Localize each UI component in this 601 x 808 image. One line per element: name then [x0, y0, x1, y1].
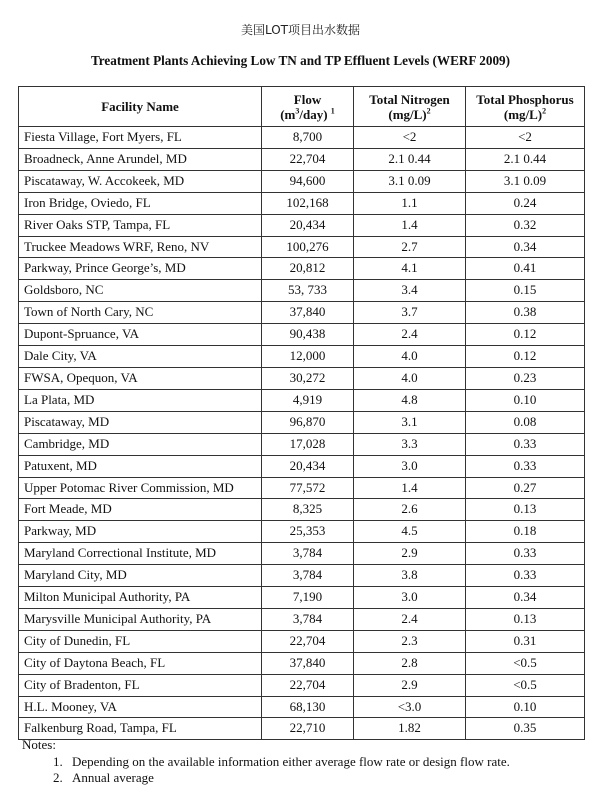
facility-cell: Goldsboro, NC — [19, 280, 262, 302]
nitrogen-cell: 1.4 — [354, 214, 466, 236]
effluent-table — [18, 86, 585, 740]
facility-cell: FWSA, Opequon, VA — [19, 367, 262, 389]
phosphorus-cell: 0.15 — [466, 280, 585, 302]
facility-cell: Town of North Cary, NC — [19, 302, 262, 324]
phosphorus-cell: 0.31 — [466, 630, 585, 652]
phosphorus-cell: 0.10 — [466, 696, 585, 718]
table-row — [19, 696, 585, 718]
phosphorus-cell: 0.32 — [466, 214, 585, 236]
flow-cell: 102,168 — [262, 192, 354, 214]
table-row — [19, 346, 585, 368]
phosphorus-cell: 0.34 — [466, 587, 585, 609]
header-total-phosphorus: Total Phosphorus $(mg/L)^2$ — [466, 87, 585, 127]
flow-cell: 68,130 — [262, 696, 354, 718]
flow-cell: 20,812 — [262, 258, 354, 280]
flow-cell: 17,028 — [262, 433, 354, 455]
table-row — [19, 258, 585, 280]
nitrogen-cell: 2.4 — [354, 324, 466, 346]
nitrogen-cell: 4.0 — [354, 346, 466, 368]
phosphorus-cell: 0.13 — [466, 608, 585, 630]
note-item: 1. Depending on the available information either average flow rate or design flow rate. — [66, 754, 592, 771]
flow-cell: 20,434 — [262, 455, 354, 477]
flow-cell: 77,572 — [262, 477, 354, 499]
nitrogen-cell: 2.9 — [354, 543, 466, 565]
table-row — [19, 652, 585, 674]
table-row — [19, 499, 585, 521]
flow-cell: 22,704 — [262, 674, 354, 696]
nitrogen-cell: 3.7 — [354, 302, 466, 324]
phosphorus-cell: <0.5 — [466, 652, 585, 674]
phosphorus-cell: 0.27 — [466, 477, 585, 499]
table-row — [19, 630, 585, 652]
facility-cell: Broadneck, Anne Arundel, MD — [19, 148, 262, 170]
nitrogen-cell: 2.4 — [354, 608, 466, 630]
nitrogen-cell: 3.1 0.09 — [354, 170, 466, 192]
header-total-nitrogen: Total Nitrogen $(mg/L)^2$ — [354, 87, 466, 127]
facility-cell: City of Daytona Beach, FL — [19, 652, 262, 674]
nitrogen-cell: 2.8 — [354, 652, 466, 674]
table-row — [19, 587, 585, 609]
table-row — [19, 214, 585, 236]
nitrogen-cell: 2.7 — [354, 236, 466, 258]
nitrogen-cell: 2.9 — [354, 674, 466, 696]
flow-cell: 25,353 — [262, 521, 354, 543]
nitrogen-cell: 3.0 — [354, 587, 466, 609]
flow-cell: 22,704 — [262, 148, 354, 170]
nitrogen-cell: 1.1 — [354, 192, 466, 214]
facility-cell: River Oaks STP, Tampa, FL — [19, 214, 262, 236]
table-row — [19, 367, 585, 389]
notes-list — [22, 754, 592, 787]
flow-cell: 22,710 — [262, 718, 354, 740]
phosphorus-cell: 0.33 — [466, 433, 585, 455]
flow-cell: 90,438 — [262, 324, 354, 346]
phosphorus-cell: 0.18 — [466, 521, 585, 543]
header-flow: Flow $(m^3/day)$ $^1$ — [262, 87, 354, 127]
facility-cell: Iron Bridge, Oviedo, FL — [19, 192, 262, 214]
flow-cell: 3,784 — [262, 608, 354, 630]
flow-cell: 30,272 — [262, 367, 354, 389]
header-facility: Facility Name — [19, 87, 262, 127]
phosphorus-cell: 0.33 — [466, 543, 585, 565]
facility-cell: Maryland City, MD — [19, 565, 262, 587]
facility-cell: Milton Municipal Authority, PA — [19, 587, 262, 609]
nitrogen-cell: 4.5 — [354, 521, 466, 543]
table-row — [19, 389, 585, 411]
facility-cell: Cambridge, MD — [19, 433, 262, 455]
nitrogen-cell: 3.1 — [354, 411, 466, 433]
phosphorus-cell: 0.34 — [466, 236, 585, 258]
facility-cell: Marysville Municipal Authority, PA — [19, 608, 262, 630]
facility-cell: Fort Meade, MD — [19, 499, 262, 521]
notes-heading: Notes: — [22, 737, 56, 752]
flow-cell: 100,276 — [262, 236, 354, 258]
phosphorus-cell: 0.23 — [466, 367, 585, 389]
notes — [22, 737, 592, 787]
phosphorus-cell: 3.1 0.09 — [466, 170, 585, 192]
facility-cell: Upper Potomac River Commission, MD — [19, 477, 262, 499]
phosphorus-cell: 2.1 0.44 — [466, 148, 585, 170]
chinese-title: 美国LOT项目出水数据 — [240, 23, 361, 37]
nitrogen-cell: 4.0 — [354, 367, 466, 389]
facility-cell: Dupont-Spruance, VA — [19, 324, 262, 346]
facility-cell: Piscataway, MD — [19, 411, 262, 433]
flow-cell: 3,784 — [262, 565, 354, 587]
nitrogen-cell: <2 — [354, 127, 466, 149]
phosphorus-cell: 0.41 — [466, 258, 585, 280]
table-row — [19, 565, 585, 587]
flow-cell: 96,870 — [262, 411, 354, 433]
nitrogen-cell: 3.3 — [354, 433, 466, 455]
facility-cell: H.L. Mooney, VA — [19, 696, 262, 718]
flow-cell: 94,600 — [262, 170, 354, 192]
table-row — [19, 543, 585, 565]
facility-cell: Truckee Meadows WRF, Reno, NV — [19, 236, 262, 258]
facility-cell: Parkway, Prince George’s, MD — [19, 258, 262, 280]
phosphorus-cell: <2 — [466, 127, 585, 149]
note-item: 2. Annual average — [66, 770, 592, 787]
flow-cell: 37,840 — [262, 652, 354, 674]
facility-cell: Patuxent, MD — [19, 455, 262, 477]
flow-cell: 20,434 — [262, 214, 354, 236]
table-row — [19, 192, 585, 214]
facility-cell: City of Bradenton, FL — [19, 674, 262, 696]
table-header-row — [19, 87, 585, 127]
phosphorus-cell: 0.12 — [466, 346, 585, 368]
facility-cell: Parkway, MD — [19, 521, 262, 543]
flow-cell: 4,919 — [262, 389, 354, 411]
table-row — [19, 608, 585, 630]
phosphorus-cell: 0.10 — [466, 389, 585, 411]
phosphorus-cell: 0.24 — [466, 192, 585, 214]
facility-cell: Falkenburg Road, Tampa, FL — [19, 718, 262, 740]
flow-cell: 8,700 — [262, 127, 354, 149]
table-row — [19, 302, 585, 324]
nitrogen-cell: 1.4 — [354, 477, 466, 499]
flow-cell: 37,840 — [262, 302, 354, 324]
facility-cell: City of Dunedin, FL — [19, 630, 262, 652]
table-row — [19, 280, 585, 302]
table-title: Treatment Plants Achieving Low TN and TP Effluent Levels (WERF 2009) — [90, 53, 511, 68]
table-row — [19, 455, 585, 477]
flow-cell: 8,325 — [262, 499, 354, 521]
flow-cell: 53, 733 — [262, 280, 354, 302]
nitrogen-cell: 2.1 0.44 — [354, 148, 466, 170]
table-row — [19, 674, 585, 696]
table-row — [19, 148, 585, 170]
phosphorus-cell: 0.33 — [466, 455, 585, 477]
flow-cell: 12,000 — [262, 346, 354, 368]
phosphorus-cell: 0.13 — [466, 499, 585, 521]
table-row — [19, 127, 585, 149]
nitrogen-cell: 3.0 — [354, 455, 466, 477]
nitrogen-cell: 3.4 — [354, 280, 466, 302]
table-row — [19, 433, 585, 455]
flow-cell: 3,784 — [262, 543, 354, 565]
nitrogen-cell: <3.0 — [354, 696, 466, 718]
nitrogen-cell: 1.82 — [354, 718, 466, 740]
table-row — [19, 236, 585, 258]
facility-cell: Fiesta Village, Fort Myers, FL — [19, 127, 262, 149]
facility-cell: La Plata, MD — [19, 389, 262, 411]
table-body — [19, 127, 585, 740]
phosphorus-cell: 0.12 — [466, 324, 585, 346]
phosphorus-cell: <0.5 — [466, 674, 585, 696]
phosphorus-cell: 0.38 — [466, 302, 585, 324]
flow-cell: 22,704 — [262, 630, 354, 652]
table-row — [19, 170, 585, 192]
phosphorus-cell: 0.08 — [466, 411, 585, 433]
phosphorus-cell: 0.35 — [466, 718, 585, 740]
facility-cell: Piscataway, W. Accokeek, MD — [19, 170, 262, 192]
table-row — [19, 521, 585, 543]
table-row — [19, 477, 585, 499]
nitrogen-cell: 4.8 — [354, 389, 466, 411]
nitrogen-cell: 4.1 — [354, 258, 466, 280]
flow-cell: 7,190 — [262, 587, 354, 609]
nitrogen-cell: 2.3 — [354, 630, 466, 652]
table-row — [19, 324, 585, 346]
nitrogen-cell: 2.6 — [354, 499, 466, 521]
phosphorus-cell: 0.33 — [466, 565, 585, 587]
facility-cell: Maryland Correctional Institute, MD — [19, 543, 262, 565]
table-row — [19, 411, 585, 433]
nitrogen-cell: 3.8 — [354, 565, 466, 587]
facility-cell: Dale City, VA — [19, 346, 262, 368]
